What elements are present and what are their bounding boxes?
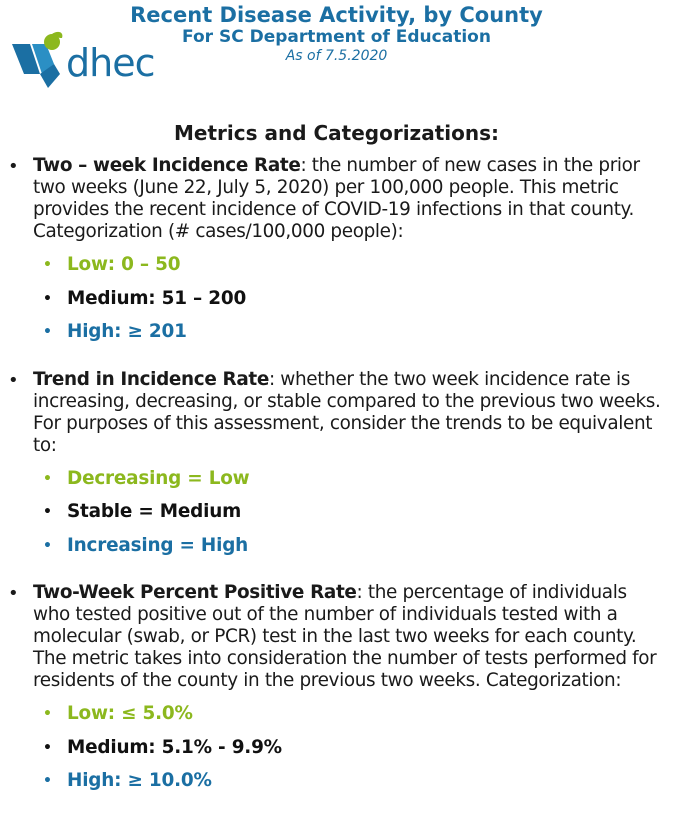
category-low bbox=[0, 468, 673, 502]
category-low bbox=[0, 703, 673, 737]
metric-detail: : the number of new cases in the prior two weeks (June 22, July 5, 2020) per 100,000 people. This metric provides the recent incidence of COVID-19 infections in that county. Categorization (# cases/100,000 people): bbox=[33, 155, 640, 242]
category-label: Low: 0 – 50 bbox=[67, 254, 181, 275]
category-high bbox=[0, 321, 673, 355]
bullet-icon: • bbox=[43, 470, 52, 487]
page-header bbox=[0, 3, 673, 65]
metric-name: Two-Week Percent Positive Rate bbox=[33, 582, 357, 603]
bullet-icon: • bbox=[43, 290, 52, 307]
bullet-icon: • bbox=[43, 739, 52, 756]
category-label: Increasing = High bbox=[67, 534, 249, 556]
category-medium bbox=[0, 501, 673, 535]
metric-description bbox=[33, 582, 667, 692]
metric-detail: : whether the two week incidence rate is increasing, decreasing, or stable compared to the previous two weeks. For purposes of this assessment, consider the trends to be equivalent to: bbox=[33, 368, 661, 456]
metric-incidence-rate bbox=[0, 155, 673, 355]
bullet-icon: • bbox=[43, 324, 52, 340]
metric-description bbox=[33, 155, 667, 243]
bullet-icon: • bbox=[43, 504, 52, 520]
category-label: Stable = Medium bbox=[67, 501, 242, 522]
category-label: Medium: 51 – 200 bbox=[67, 287, 247, 309]
category-medium bbox=[0, 737, 673, 771]
bullet-icon: • bbox=[43, 537, 52, 554]
metric-trend bbox=[0, 369, 673, 569]
bullet-icon: • bbox=[8, 583, 19, 604]
category-list bbox=[0, 468, 673, 569]
page-title: Recent Disease Activity, by County bbox=[130, 3, 543, 27]
metrics-list bbox=[0, 155, 673, 818]
metric-percent-positive bbox=[0, 582, 673, 804]
metric-detail: : the percentage of individuals who tested positive out of the number of individuals tested with a molecular (swab, or PCR) test in the last two weeks for each county. The metric takes into consideration the number of tests performed for residents of the county in the previous two weeks. Categorization: bbox=[33, 582, 657, 691]
category-label: High: ≥ 10.0% bbox=[67, 770, 212, 791]
category-medium bbox=[0, 288, 673, 322]
bullet-icon: • bbox=[8, 369, 19, 391]
category-list bbox=[0, 703, 673, 804]
category-label: Low: ≤ 5.0% bbox=[67, 703, 193, 724]
category-label: Decreasing = Low bbox=[67, 467, 250, 489]
metric-name: Two – week Incidence Rate bbox=[33, 155, 301, 176]
logo-wordmark: dhec bbox=[66, 41, 155, 85]
page-subtitle: For SC Department of Education bbox=[182, 27, 491, 47]
bullet-icon: • bbox=[8, 156, 19, 177]
category-high bbox=[0, 770, 673, 804]
metric-name: Trend in Incidence Rate bbox=[33, 368, 269, 390]
category-list bbox=[0, 254, 673, 355]
category-high bbox=[0, 535, 673, 569]
bullet-icon: • bbox=[43, 773, 52, 789]
category-low bbox=[0, 254, 673, 288]
category-label: Medium: 5.1% - 9.9% bbox=[67, 736, 282, 758]
as-of-date: As of 7.5.2020 bbox=[285, 48, 388, 64]
category-label: High: ≥ 201 bbox=[67, 321, 187, 342]
bullet-icon: • bbox=[43, 257, 52, 273]
section-heading: Metrics and Categorizations: bbox=[174, 121, 499, 145]
metric-description bbox=[33, 369, 667, 457]
bullet-icon: • bbox=[43, 706, 52, 722]
